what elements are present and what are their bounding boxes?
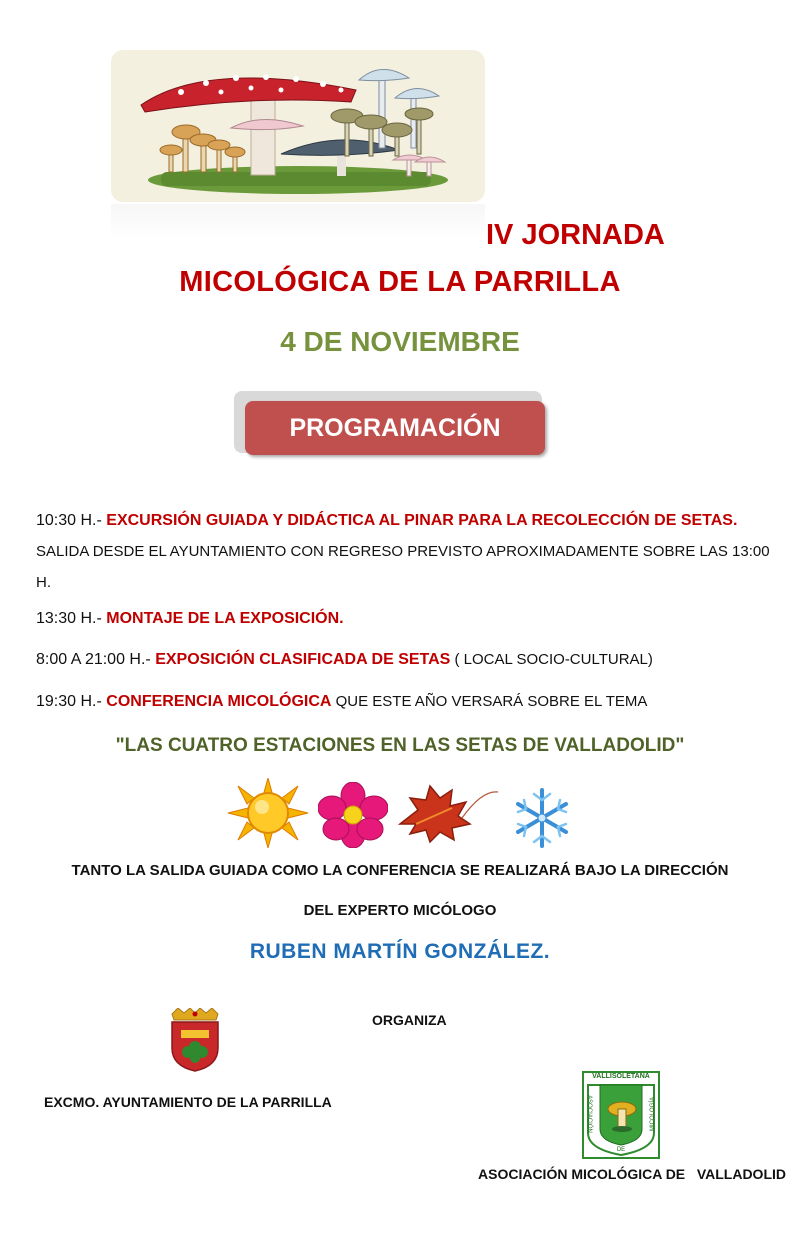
- program-item-title: MONTAJE DE LA EXPOSICIÓN.: [106, 610, 344, 627]
- logo-text-bottom: DE: [616, 1147, 626, 1153]
- program-item-time: 8:00 A 21:00 H.-: [36, 651, 156, 668]
- association-logo: [582, 1071, 660, 1159]
- town-hall-name: EXCMO. AYUNTAMIENTO DE LA PARRILLA: [44, 1094, 332, 1110]
- program-item-time: 13:30 H.-: [36, 610, 107, 627]
- town-coat-of-arms: [164, 1008, 226, 1077]
- guidance-note-line1: TANTO LA SALIDA GUIADA COMO LA CONFERENCIA SE REALIZARÁ BAJO LA DIRECCIÓN: [71, 862, 729, 879]
- program-item-exposicion: [36, 645, 776, 675]
- sun-icon: [224, 778, 312, 853]
- mushroom-illustration: [111, 50, 485, 202]
- illustration-reflection: [111, 204, 485, 240]
- program-item-montaje: [36, 604, 776, 634]
- program-item-conferencia: [36, 687, 776, 717]
- program-item-title: EXPOSICIÓN CLASIFICADA DE SETAS: [155, 651, 451, 668]
- association-name: ASOCIACIÓN MICOLÓGICA DE VALLADOLID: [478, 1166, 786, 1182]
- organizer-label: ORGANIZA: [372, 1012, 447, 1028]
- conference-theme: "LAS CUATRO ESTACIONES EN LAS SETAS DE VALLADOLID": [115, 735, 685, 756]
- event-date: 4 DE NOVIEMBRE: [280, 326, 520, 357]
- program-item-time: 19:30 H.-: [36, 693, 107, 710]
- program-label: PROGRAMACIÓN: [245, 401, 545, 455]
- logo-text-top: VALLISOLETANA: [592, 1073, 650, 1080]
- event-title-line1: IV JORNADA: [486, 219, 665, 251]
- program-item-title: EXCURSIÓN GUIADA Y DIDÁCTICA AL PINAR PARA LA RECOLECCIÓN DE SETAS.: [106, 512, 738, 529]
- expert-name: RUBEN MARTÍN GONZÁLEZ.: [249, 940, 551, 963]
- program-item-detail: ( LOCAL SOCIO-CULTURAL): [450, 651, 653, 668]
- event-title-line2: MICOLÓGICA DE LA PARRILLA: [179, 266, 621, 298]
- program-item-detail: QUE ESTE AÑO VERSARÁ SOBRE EL TEMA: [331, 693, 648, 710]
- logo-text-left: ASOCIACIÓN: [586, 1095, 592, 1133]
- program-item-title: CONFERENCIA MICOLÓGICA: [106, 693, 332, 710]
- autumn-leaf-icon: [396, 780, 502, 849]
- flower-icon: [318, 782, 388, 853]
- snowflake-icon: [506, 786, 578, 855]
- program-item-excursion: [36, 505, 776, 598]
- program-item-detail: SALIDA DESDE EL AYUNTAMIENTO CON REGRESO PREVISTO APROXIMADAMENTE SOBRE LAS 13:00 H.: [36, 543, 770, 591]
- logo-text-right: MICOLOGÍA: [650, 1097, 656, 1132]
- program-item-time: 10:30 H.-: [36, 512, 107, 529]
- guidance-note-line2: DEL EXPERTO MICÓLOGO: [303, 902, 497, 919]
